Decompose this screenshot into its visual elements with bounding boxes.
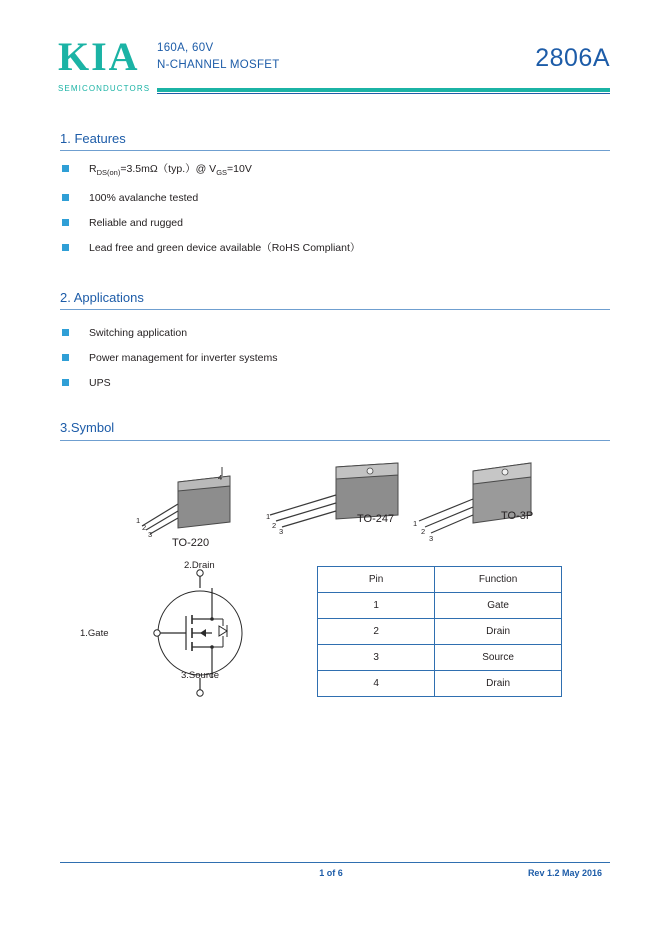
- product-type: N-CHANNEL MOSFET: [157, 59, 280, 71]
- bullet-square-icon: [62, 329, 69, 336]
- cell-pin: 1: [318, 593, 435, 619]
- schematic-gate-label: 1.Gate: [80, 628, 109, 639]
- feature-text: 100% avalanche tested: [89, 192, 199, 205]
- table-header-row: [318, 567, 562, 593]
- product-title: [157, 40, 280, 74]
- table-row: [318, 619, 562, 645]
- bullet-square-icon: [62, 194, 69, 201]
- cell-pin: 3: [318, 645, 435, 671]
- part-number: 2806A: [535, 44, 610, 72]
- applications-heading: 2. Applications: [60, 290, 144, 305]
- cell-function: Source: [435, 645, 562, 671]
- header-divider-teal: [157, 88, 610, 92]
- list-item: [62, 351, 592, 365]
- table-row: [318, 645, 562, 671]
- list-item: [62, 162, 592, 180]
- to220-pin-2: 2: [142, 523, 147, 532]
- schematic-drain-label: 2.Drain: [184, 560, 215, 571]
- page-header: [0, 0, 662, 110]
- application-text: UPS: [89, 377, 111, 389]
- cell-pin: 2: [318, 619, 435, 645]
- pin-function-table: [317, 566, 562, 697]
- logo-text: KIA: [58, 34, 140, 79]
- to220-label: TO-220: [172, 537, 210, 549]
- to220-pin-4: 4: [218, 473, 223, 482]
- bullet-square-icon: [62, 379, 69, 386]
- list-item: [62, 326, 592, 340]
- page-number: 1 of 6: [319, 868, 343, 878]
- list-item: [62, 241, 592, 255]
- cell-function: Drain: [435, 671, 562, 697]
- symbol-divider: [60, 440, 610, 441]
- cell-function: Gate: [435, 593, 562, 619]
- to247-pin-3: 3: [279, 527, 284, 536]
- application-text: Power management for inverter systems: [89, 352, 278, 364]
- footer-divider: [60, 862, 610, 863]
- to3p-pin-2: 2: [421, 527, 426, 536]
- bullet-square-icon: [62, 354, 69, 361]
- revision-label: Rev 1.2 May 2016: [527, 868, 602, 878]
- to220-pin-3: 3: [148, 530, 153, 539]
- application-text: Switching application: [89, 327, 188, 339]
- to3p-pin-3: 3: [429, 534, 434, 543]
- column-header-pin: Pin: [318, 567, 435, 593]
- list-item: [62, 216, 592, 230]
- cell-pin: 4: [318, 671, 435, 697]
- applications-divider: [60, 309, 610, 310]
- header-divider-blue: [157, 93, 610, 94]
- list-item: [62, 191, 592, 205]
- bullet-square-icon: [62, 165, 69, 172]
- to220-pin-1: 1: [136, 516, 141, 525]
- feature-text: Reliable and rugged: [89, 217, 183, 230]
- features-heading: 1. Features: [60, 131, 126, 146]
- table-row: [318, 593, 562, 619]
- to3p-pin-1: 1: [413, 519, 418, 528]
- table-row: [318, 671, 562, 697]
- symbol-heading: 3.Symbol: [60, 420, 115, 435]
- cell-function: Drain: [435, 619, 562, 645]
- bullet-square-icon: [62, 244, 69, 251]
- applications-list: [62, 326, 592, 401]
- column-header-function: Function: [435, 567, 562, 593]
- to247-pin-2: 2: [272, 521, 277, 530]
- to247-label: TO-247: [357, 513, 395, 525]
- logo-subtitle: SEMICONDUCTORS: [58, 84, 151, 93]
- schematic-source-label: 3.Source: [181, 670, 220, 681]
- feature-text: Lead free and green device available（RoHS Compliant）: [89, 242, 361, 255]
- to3p-label: TO-3P: [501, 510, 534, 522]
- bullet-square-icon: [62, 219, 69, 226]
- list-item: [62, 376, 592, 390]
- features-list: [62, 162, 592, 266]
- feature-text-rdson: $R_{DS(on)}=3.5m\Omega(typ.)@$ $V_{GS}=10V$: [89, 163, 252, 178]
- product-rating: 160A, 60V: [157, 42, 214, 54]
- features-divider: [60, 150, 610, 151]
- mosfet-symbol-icon: [120, 568, 310, 708]
- to3p-package-icon: [405, 455, 555, 545]
- to247-pin-1: 1: [266, 512, 271, 521]
